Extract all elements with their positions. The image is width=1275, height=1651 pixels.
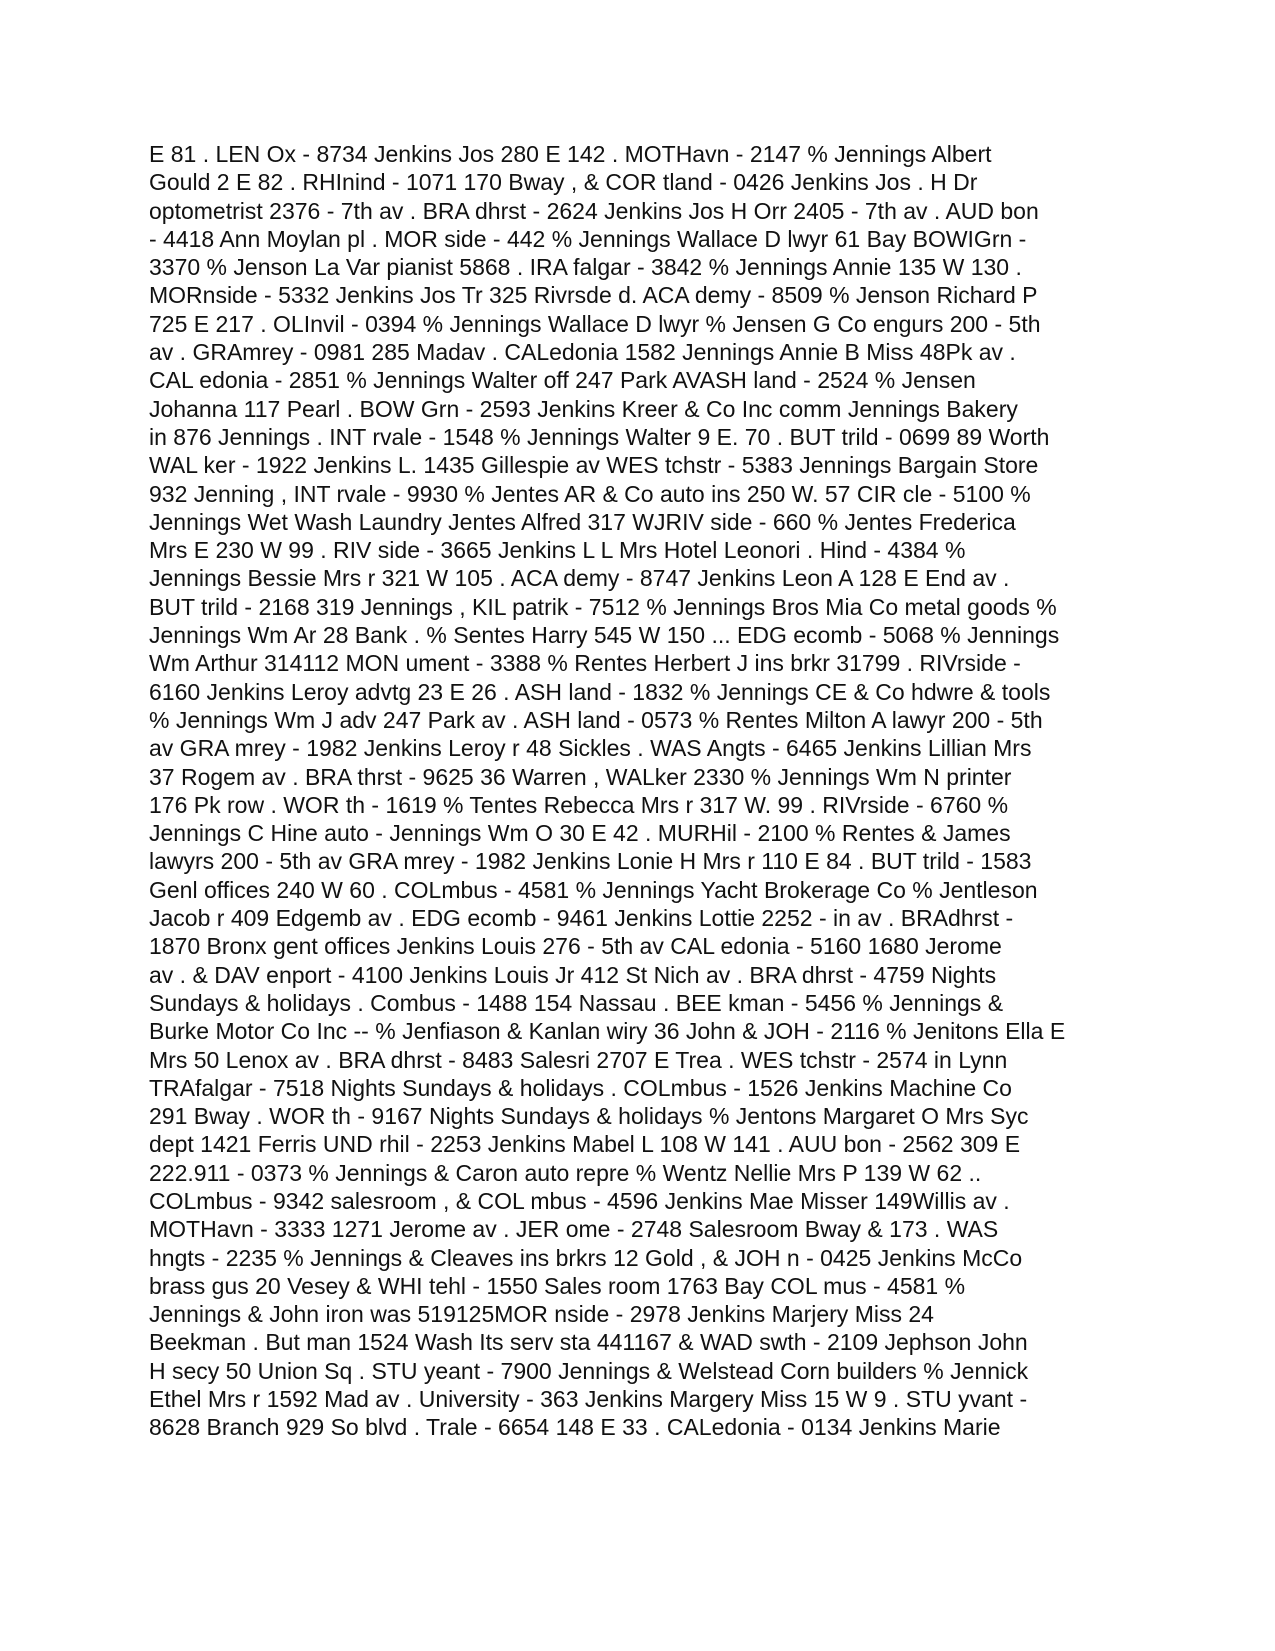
text-line: Jennings Wet Wash Laundry Jentes Alfred 317 WJRIV side - 660 % Jentes Frederica [149,508,1016,535]
text-line: 6160 Jenkins Leroy advtg 23 E 26 . ASH land - 1832 % Jennings CE & Co hdwre & tools [149,678,1051,705]
text-line: Beekman . But man 1524 Wash Its serv sta 441167 & WAD swth - 2109 Jephson John [149,1329,1028,1356]
text-line: 725 E 217 . OLInvil - 0394 % Jennings Wallace D lwyr % Jensen G Co engurs 200 - 5th [149,310,1041,337]
text-line: Jennings & John iron was 519125MOR nside - 2978 Jenkins Marjery Miss 24 [149,1301,934,1328]
text-line: av . & DAV enport - 4100 Jenkins Louis Jr 412 St Nich av . BRA dhrst - 4759 Nights [149,961,997,988]
text-line: Wm Arthur 314112 MON ument - 3388 % Rentes Herbert J ins brkr 31799 . RIVrside - [149,650,1021,677]
text-line: 3370 % Jenson La Var pianist 5868 . IRA falgar - 3842 % Jennings Annie 135 W 130 . [149,254,1022,281]
text-line: dept 1421 Ferris UND rhil - 2253 Jenkins Mabel L 108 W 141 . AUU bon - 2562 309 E [149,1131,1021,1158]
text-line: % Jennings Wm J adv 247 Park av . ASH land - 0573 % Rentes Milton A lawyr 200 - 5th [149,706,1043,733]
text-line: 1870 Bronx gent offices Jenkins Louis 276 - 5th av CAL edonia - 5160 1680 Jerome [149,933,1002,960]
text-line: Jennings C Hine auto - Jennings Wm O 30 E 42 . MURHil - 2100 % Rentes & James [149,820,1011,847]
text-line: hngts - 2235 % Jennings & Cleaves ins brkrs 12 Gold , & JOH n - 0425 Jenkins McCo [149,1244,1023,1271]
text-line: 8628 Branch 929 So blvd . Trale - 6654 148 E 33 . CALedonia - 0134 Jenkins Marie [149,1414,1001,1441]
text-line: Mrs E 230 W 99 . RIV side - 3665 Jenkins L L Mrs Hotel Leonori . Hind - 4384 % [149,537,966,564]
text-line: COLmbus - 9342 salesroom , & COL mbus - 4596 Jenkins Mae Misser 149Willis av . [149,1187,1010,1214]
text-line: in 876 Jennings . INT rvale - 1548 % Jennings Walter 9 E. 70 . BUT trild - 0699 89 Worth [149,423,1050,450]
text-line: optometrist 2376 - 7th av . BRA dhrst - 2624 Jenkins Jos H Orr 2405 - 7th av . AUD bon [149,197,1039,224]
text-line: TRAfalgar - 7518 Nights Sundays & holidays . COLmbus - 1526 Jenkins Machine Co [149,1074,1012,1101]
text-line: WAL ker - 1922 Jenkins L. 1435 Gillespie av WES tchstr - 5383 Jennings Bargain Store [149,452,1039,479]
text-line: 291 Bway . WOR th - 9167 Nights Sundays & holidays % Jentons Margaret O Mrs Syc [149,1103,1029,1130]
text-line: Jennings Wm Ar 28 Bank . % Sentes Harry 545 W 150 ... EDG ecomb - 5068 % Jennings [149,622,1060,649]
text-line: brass gus 20 Vesey & WHI tehl - 1550 Sales room 1763 Bay COL mus - 4581 % [149,1272,966,1299]
directory-text-block [149,140,1159,1442]
text-line: Genl offices 240 W 60 . COLmbus - 4581 % Jennings Yacht Brokerage Co % Jentleson [149,876,1038,903]
text-line: MOTHavn - 3333 1271 Jerome av . JER ome - 2748 Salesroom Bway & 173 . WAS [149,1216,999,1243]
text-line: - 4418 Ann Moylan pl . MOR side - 442 % Jennings Wallace D lwyr 61 Bay BOWIGrn - [149,225,1027,252]
text-line: av GRA mrey - 1982 Jenkins Leroy r 48 Sickles . WAS Angts - 6465 Jenkins Lillian Mrs [149,735,1032,762]
text-line: Jacob r 409 Edgemb av . EDG ecomb - 9461 Jenkins Lottie 2252 - in av . BRAdhrst - [149,905,1014,932]
text-line: Mrs 50 Lenox av . BRA dhrst - 8483 Salesri 2707 E Trea . WES tchstr - 2574 in Lynn [149,1046,1008,1073]
text-line: av . GRAmrey - 0981 285 Madav . CALedonia 1582 Jennings Annie B Miss 48Pk av . [149,339,1016,366]
text-line: lawyrs 200 - 5th av GRA mrey - 1982 Jenkins Lonie H Mrs r 110 E 84 . BUT trild - 1583 [149,848,1032,875]
text-line: E 81 . LEN Ox - 8734 Jenkins Jos 280 E 142 . MOTHavn - 2147 % Jennings Albert [149,141,992,167]
text-line: BUT trild - 2168 319 Jennings , KIL patrik - 7512 % Jennings Bros Mia Co metal goods % [149,593,1057,620]
text-line: MORnside - 5332 Jenkins Jos Tr 325 Rivrsde d. ACA demy - 8509 % Jenson Richard P [149,282,1038,309]
text-line: Gould 2 E 82 . RHInind - 1071 170 Bway , & COR tland - 0426 Jenkins Jos . H Dr [149,169,978,196]
text-line: Ethel Mrs r 1592 Mad av . University - 363 Jenkins Margery Miss 15 W 9 . STU yvant - [149,1386,1028,1413]
text-line: 222.911 - 0373 % Jennings & Caron auto repre % Wentz Nellie Mrs P 139 W 62 .. [149,1159,982,1186]
text-line: Johanna 117 Pearl . BOW Grn - 2593 Jenkins Kreer & Co Inc comm Jennings Bakery [149,395,1018,422]
text-line: 176 Pk row . WOR th - 1619 % Tentes Rebecca Mrs r 317 W. 99 . RIVrside - 6760 % [149,791,1009,818]
text-line: Jennings Bessie Mrs r 321 W 105 . ACA demy - 8747 Jenkins Leon A 128 E End av . [149,565,1010,592]
text-line: 932 Jenning , INT rvale - 9930 % Jentes AR & Co auto ins 250 W. 57 CIR cle - 5100 % [149,480,1031,507]
text-line: Sundays & holidays . Combus - 1488 154 Nassau . BEE kman - 5456 % Jennings & [149,989,1004,1016]
text-line: Burke Motor Co Inc -- % Jenfiason & Kanlan wiry 36 John & JOH - 2116 % Jenitons Ella E [149,1018,1066,1045]
text-line: CAL edonia - 2851 % Jennings Walter off 247 Park AVASH land - 2524 % Jensen [149,367,976,394]
text-line: H secy 50 Union Sq . STU yeant - 7900 Jennings & Welstead Corn builders % Jennick [149,1357,1029,1384]
text-line: 37 Rogem av . BRA thrst - 9625 36 Warren , WALker 2330 % Jennings Wm N printer [149,763,1012,790]
